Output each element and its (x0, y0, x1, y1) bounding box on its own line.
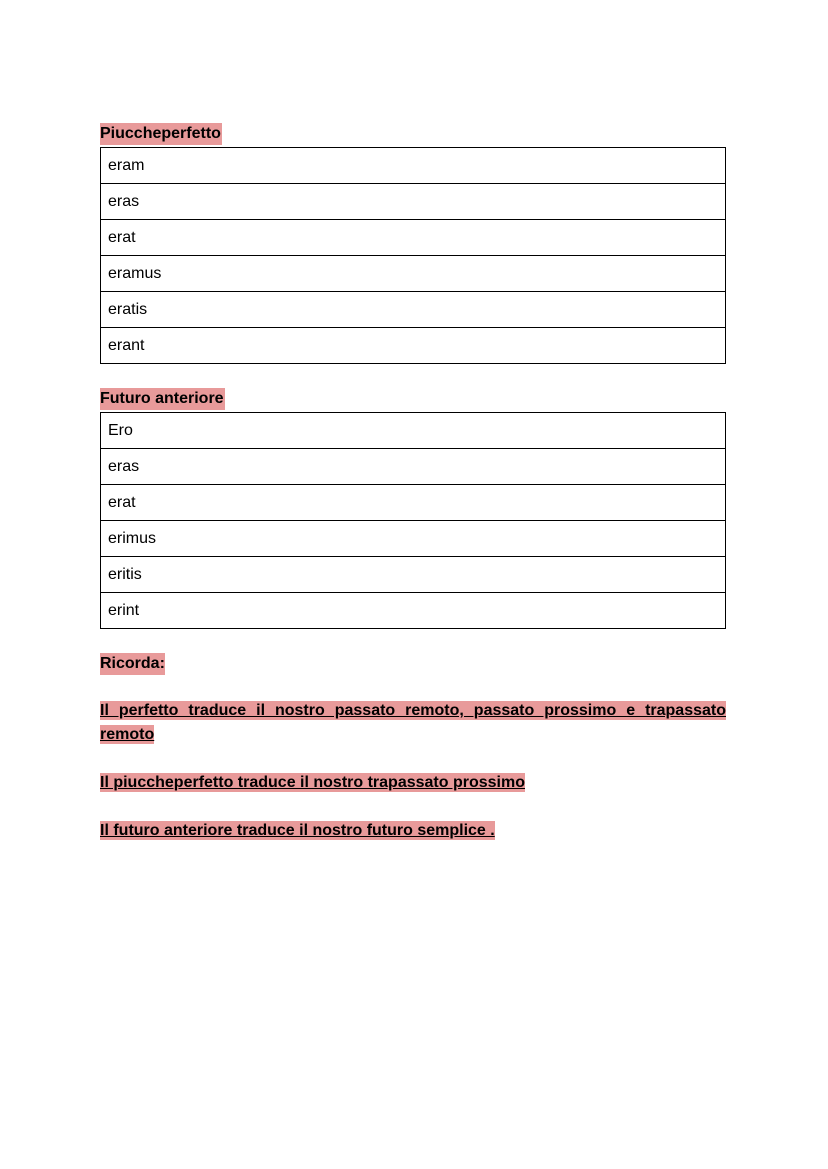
table-cell: eram (101, 148, 726, 184)
conjugation-table (100, 147, 726, 364)
table-row (101, 521, 726, 557)
table-cell: erint (101, 593, 726, 629)
rule-piuccheperfetto (100, 771, 726, 795)
section-piuccheperfetto (100, 123, 726, 364)
spacer (100, 364, 726, 388)
table-row (101, 328, 726, 364)
rule-futuro-anteriore (100, 819, 726, 843)
ricorda-section (100, 653, 726, 843)
table-cell: erat (101, 220, 726, 256)
rule-text: Il perfetto traduce il nostro passato remoto, passato prossimo e trapassato remoto (100, 702, 726, 743)
rule-perfetto (100, 699, 726, 747)
ricorda-title (100, 653, 726, 675)
table-row (101, 557, 726, 593)
table-cell: erant (101, 328, 726, 364)
section-title-text: Piuccheperfetto (100, 123, 222, 145)
table-row (101, 593, 726, 629)
table-cell: eramus (101, 256, 726, 292)
table-row (101, 256, 726, 292)
conjugation-table (100, 412, 726, 629)
rule-text: Il piuccheperfetto traduce il nostro trapassato prossimo (100, 774, 525, 791)
table-row (101, 449, 726, 485)
table-row (101, 292, 726, 328)
table-row (101, 485, 726, 521)
table-row (101, 184, 726, 220)
table-cell: Ero (101, 413, 726, 449)
table-cell: eratis (101, 292, 726, 328)
table-row (101, 148, 726, 184)
table-cell: erimus (101, 521, 726, 557)
section-title (100, 123, 726, 147)
section-futuro-anteriore (100, 388, 726, 629)
rule-text: Il futuro anteriore traduce il nostro futuro semplice . (100, 822, 495, 839)
table-cell: eritis (101, 557, 726, 593)
table-cell: erat (101, 485, 726, 521)
table-cell: eras (101, 184, 726, 220)
ricorda-title-text: Ricorda: (100, 653, 165, 675)
document-page (100, 123, 726, 843)
section-title (100, 388, 726, 412)
table-row (101, 413, 726, 449)
section-title-text: Futuro anteriore (100, 388, 225, 410)
table-cell: eras (101, 449, 726, 485)
table-row (101, 220, 726, 256)
